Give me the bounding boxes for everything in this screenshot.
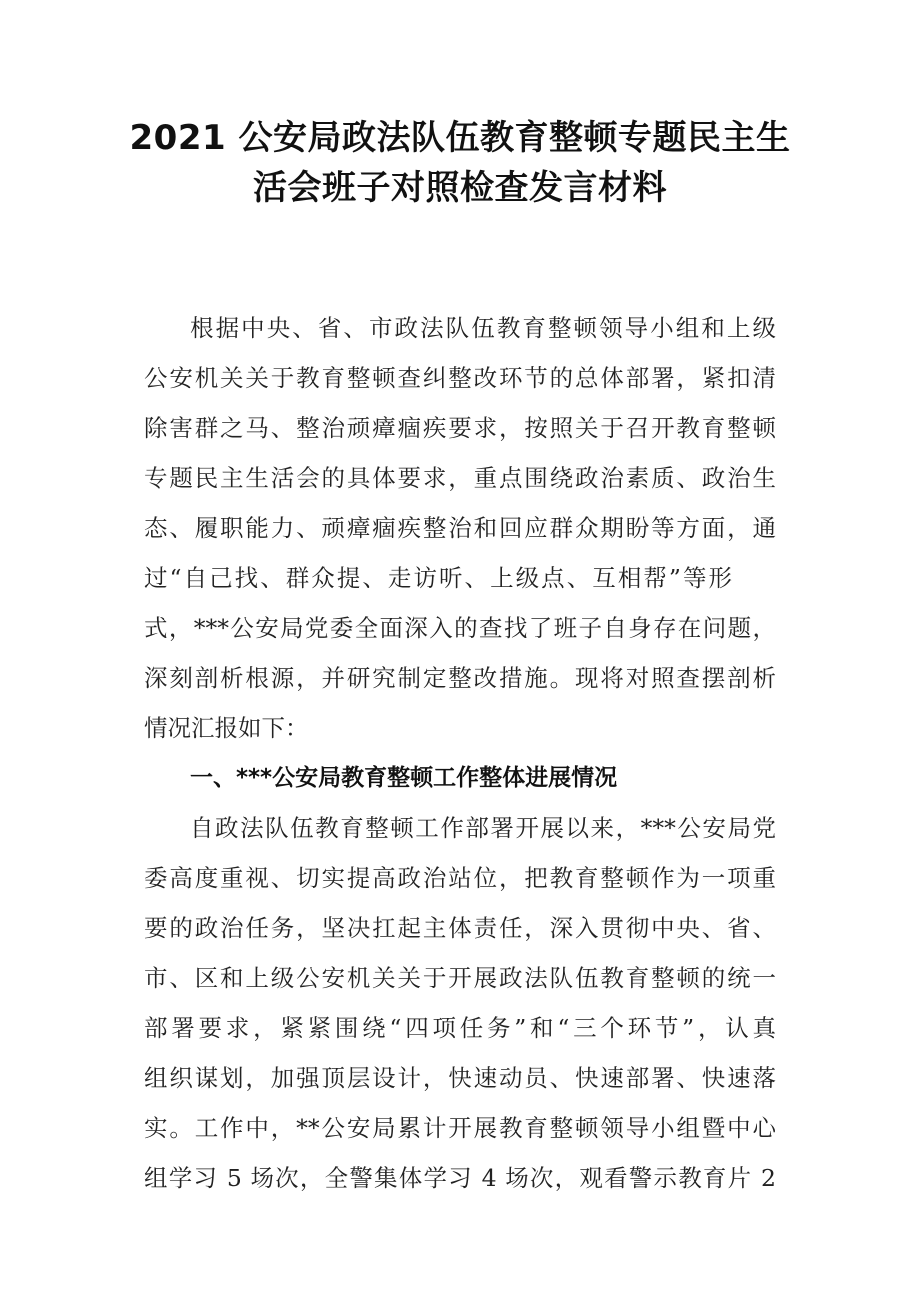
paragraph2-line-7: 实。工作中，**公安局累计开展教育整顿领导小组暨中心 [144, 1114, 776, 1142]
paragraph2-line-5: 部署要求，紧紧围绕“四项任务”和“三个环节”，认真 [144, 1014, 776, 1042]
paragraph1-line-7: 式，***公安局党委全面深入的查找了班子自身存在问题， [144, 614, 776, 642]
paragraph1-line-9: 情况汇报如下： [144, 714, 309, 742]
paragraph2-line-2: 委高度重视、切实提高政治站位，把教育整顿作为一项重 [144, 864, 776, 892]
paragraph1-line-5: 态、履职能力、顽瘴痼疾整治和回应群众期盼等方面，通 [144, 514, 776, 542]
paragraph1-line-2: 公安机关关于教育整顿查纠整改环节的总体部署，紧扣清 [144, 364, 776, 392]
paragraph1-line-1: 根据中央、省、市政法队伍教育整顿领导小组和上级 [190, 314, 776, 342]
section-heading-1: 一、***公安局教育整顿工作整体进展情况 [190, 765, 618, 791]
paragraph2-line-6: 组织谋划，加强顶层设计，快速动员、快速部署、快速落 [144, 1064, 776, 1092]
paragraph1-line-3: 除害群之马、整治顽瘴痼疾要求，按照关于召开教育整顿 [144, 414, 776, 442]
paragraph2-line-3: 要的政治任务，坚决扛起主体责任，深入贯彻中央、省、 [144, 914, 776, 942]
paragraph1-line-8: 深刻剖析根源，并研究制定整改措施。现将对照查摆剖析 [144, 664, 776, 692]
paragraph1-line-6: 过“自己找、群众提、走访听、上级点、互相帮”等形 [144, 564, 732, 592]
paragraph2-line-4: 市、区和上级公安机关关于开展政法队伍教育整顿的统一 [144, 964, 776, 992]
paragraph2-line-1: 自政法队伍教育整顿工作部署开展以来，***公安局党 [190, 814, 776, 842]
document-title-line-2: 活会班子对照检查发言材料 [253, 168, 667, 208]
paragraph2-line-8: 组学习 5 场次，全警集体学习 4 场次，观看警示教育片 2 [144, 1164, 776, 1192]
paragraph1-line-4: 专题民主生活会的具体要求，重点围绕政治素质、政治生 [144, 464, 776, 492]
document-title-line-1: 2021 公安局政法队伍教育整顿专题民主生 [129, 118, 791, 158]
